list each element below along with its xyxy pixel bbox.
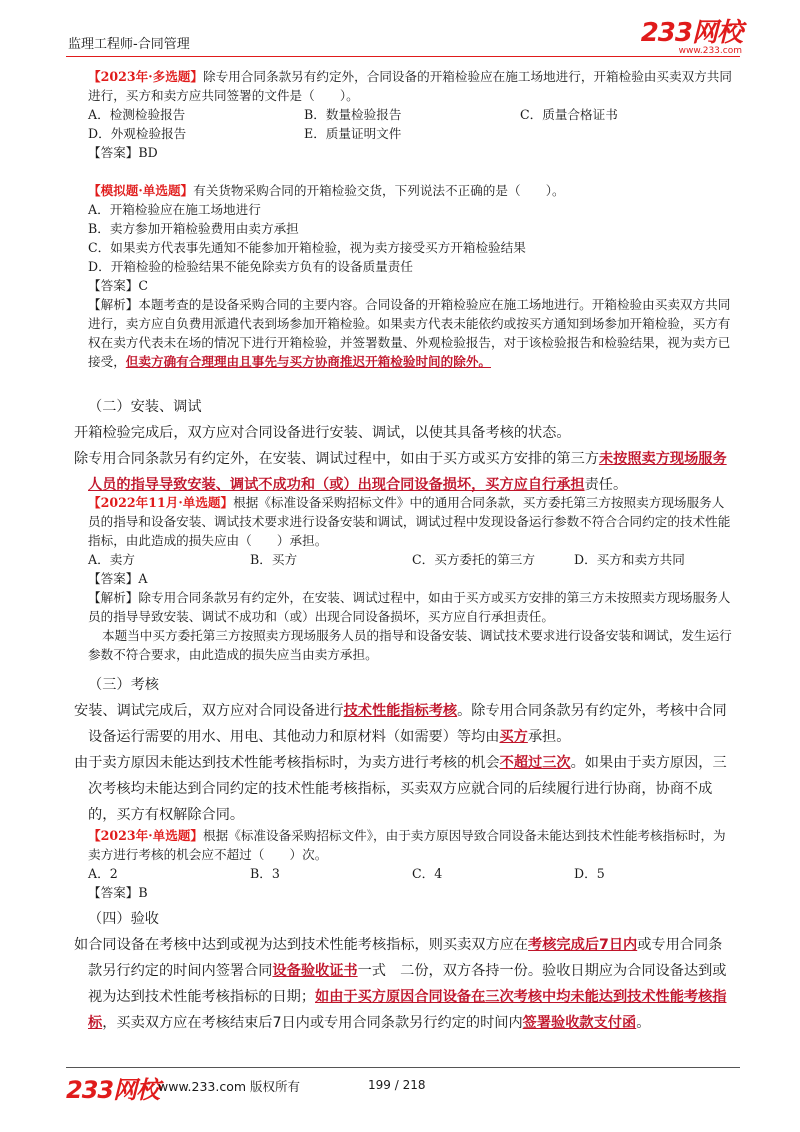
highlight-text: 签署验收款支付函 [522,1015,637,1031]
question-block-2 [88,181,734,371]
option: B．数量检验报告 [304,107,402,122]
option: C．4 [412,866,443,881]
analysis-highlight: 但卖方确有合理理由且事先与买方协商推迟开箱检验时间的除外。 [125,354,491,369]
option: D．开箱检验的检验结果不能免除卖方负有的设备质量责任 [88,259,413,274]
option: A．2 [88,866,118,881]
paragraph-text: 。如果由于卖方原因，三次考核均未能达到合同约定的技术性能考核指标，买卖双方应就合同的后续履行进行协商，协商不成的，买方有权解除合同。 [88,755,727,823]
header-title: 监理工程师-合同管理 [68,37,190,52]
highlight-text: 技术性能指标考核 [343,703,458,719]
section-heading: （二）安装、调试 [88,399,202,415]
question-tag: 【2023年·多选题】 [88,69,203,84]
section-assessment [74,672,734,828]
option: A．开箱检验应在施工场地进行 [88,202,261,217]
answer: 【答案】A [88,571,148,586]
question-stem: 根据《标准设备采购招标文件》，由于卖方原因导致合同设备未能达到技术性能考核指标时，为卖方进行考核的机会应不超过（ ）次。 [88,828,726,862]
logo-site-text: www.233.com [678,46,742,56]
options-row [88,864,734,883]
option: B．买方 [250,552,298,567]
answer: 【答案】C [88,278,149,293]
section-heading: （四）验收 [88,911,159,927]
brand-logo[interactable] [641,20,742,56]
option: B．卖方参加开箱检验费用由卖方承担 [88,221,299,236]
section-acceptance [74,906,734,1036]
logo-brand-text: 233网校 [640,18,742,48]
page-number: 199 / 218 [368,1078,426,1092]
highlight-text: 如由于买方原因合同设备在三次考核中均未能达到技术性能考核指标 [88,989,727,1031]
question-tag: 【2022年11月·单选题】 [88,495,234,510]
highlight-text: 不超过三次 [499,755,571,771]
answer: 【答案】B [88,885,148,900]
header-divider [66,56,740,57]
option: A．检测检验报告 [88,107,186,122]
footer-divider [66,1067,740,1068]
footer-logo[interactable]: 233网校 [66,1076,160,1104]
paragraph-text: 承担。 [527,729,571,745]
question-stem: 有关货物采购合同的开箱检验交货，下列说法不正确的是（ ）。 [193,183,565,198]
analysis-label: 【解析】 [88,590,139,605]
analysis-text: 本题当中买方委托第三方按照卖方现场服务人员的指导和设备安装、调试技术要求进行设备安装和调试，发生运行参数不符合要求，由此造成的损失应当由卖方承担。 [88,628,732,662]
option: D．5 [574,866,605,881]
section-install [74,394,734,498]
analysis-label: 【解析】 [88,297,139,312]
question-block-3 [88,493,734,664]
highlight-text: 考核完成后7日内 [528,937,638,953]
option: E．质量证明文件 [304,126,402,141]
question-block-1 [88,67,734,162]
paragraph-text: ，买卖双方应在考核结束后7日内或专用合同条款另行约定的时间内 [102,1015,523,1031]
paragraph: 开箱检验完成后，双方应对合同设备进行安装、调试，以使其具备考核的状态。 [74,425,571,441]
paragraph-text: 责任。 [584,477,628,493]
question-block-4 [88,826,734,902]
paragraph-text: 除专用合同条款另有约定外，在安装、调试过程中，如由于买方或买方安排的第三方 [74,451,599,467]
paragraph-text: 。 [636,1015,651,1031]
analysis-text: 除专用合同条款另有约定外，在安装、调试过程中，如由于买方或买方安排的第三方未按照卖方现场服务人员的指导导致安装、调试不成功和（或）出现合同设备损坏，买方应自行承担责任。 [88,590,731,624]
highlight-text: 未按照卖方现场服务人员的指导导致安装、调试不成功和（或）出现合同设备损坏，买方应自行承担 [88,451,727,493]
option: D．外观检验报告 [88,126,187,141]
paragraph-text: 一式 二份，双方各持一份。验收日期应为合同设备达到或视为达到技术性能考核指标的日期； [88,963,727,1005]
option: C．质量合格证书 [520,107,618,122]
option: A．卖方 [88,552,135,567]
section-heading: （三）考核 [88,677,159,693]
highlight-text: 买方 [499,729,528,745]
question-tag: 【2023年·单选题】 [88,828,203,843]
paragraph-text: 如合同设备在考核中达到或视为达到技术性能考核指标，则买卖双方应在 [74,937,529,953]
option: C．买方委托的第三方 [412,552,535,567]
footer-copyright: www.233.com 版权所有 [158,1079,300,1094]
options-row [88,550,734,569]
paragraph-text: 。除专用合同条款另有约定外，考核中合同设备运行需要的用水、用电、其他动力和原材料（如需要）等均由 [88,703,727,745]
highlight-text: 设备验收证书 [272,963,358,979]
question-stem: 根据《标准设备采购招标文件》中的通用合同条款，买方委托第三方按照卖方现场服务人员的指导和设备安装、调试技术要求进行设备安装和调试，调试过程中发现设备运行参数不符合合同约定的技术性能指标，由此造成的损失应由（ ）承担。 [88,495,731,548]
option: C．如果卖方代表事先通知不能参加开箱检验，视为卖方接受买方开箱检验结果 [88,240,526,255]
option: D．买方和卖方共同 [574,552,685,567]
paragraph-text: 或专用合同条款另行约定的时间内签署合同 [88,937,723,979]
question-tag: 【模拟题·单选题】 [88,183,194,198]
answer: 【答案】BD [88,145,158,160]
options-row [88,124,734,143]
analysis-text: 本题考查的是设备采购合同的主要内容。合同设备的开箱检验应在施工场地进行。开箱检验由买卖双方共同进行，卖方应自负费用派遣代表到场参加开箱检验。如果卖方代表未能依约或按买方通知到场参加开箱检验，买方有权在卖方代表未在场的情况下进行开箱检验，并签署数量、外观检验报告，对于该检验报告和检验结果，视为卖方已接受， [88,297,731,369]
options-row [88,105,734,124]
question-stem: 除专用合同条款另有约定外，合同设备的开箱检验应在施工场地进行，开箱检验由买卖双方共同进行，买方和卖方应共同签署的文件是（ ）。 [88,69,732,103]
paragraph-text: 由于卖方原因未能达到技术性能考核指标时，为卖方进行考核的机会 [74,755,500,771]
paragraph-text: 安装、调试完成后，双方应对合同设备进行 [74,703,344,719]
option: B．3 [250,866,280,881]
